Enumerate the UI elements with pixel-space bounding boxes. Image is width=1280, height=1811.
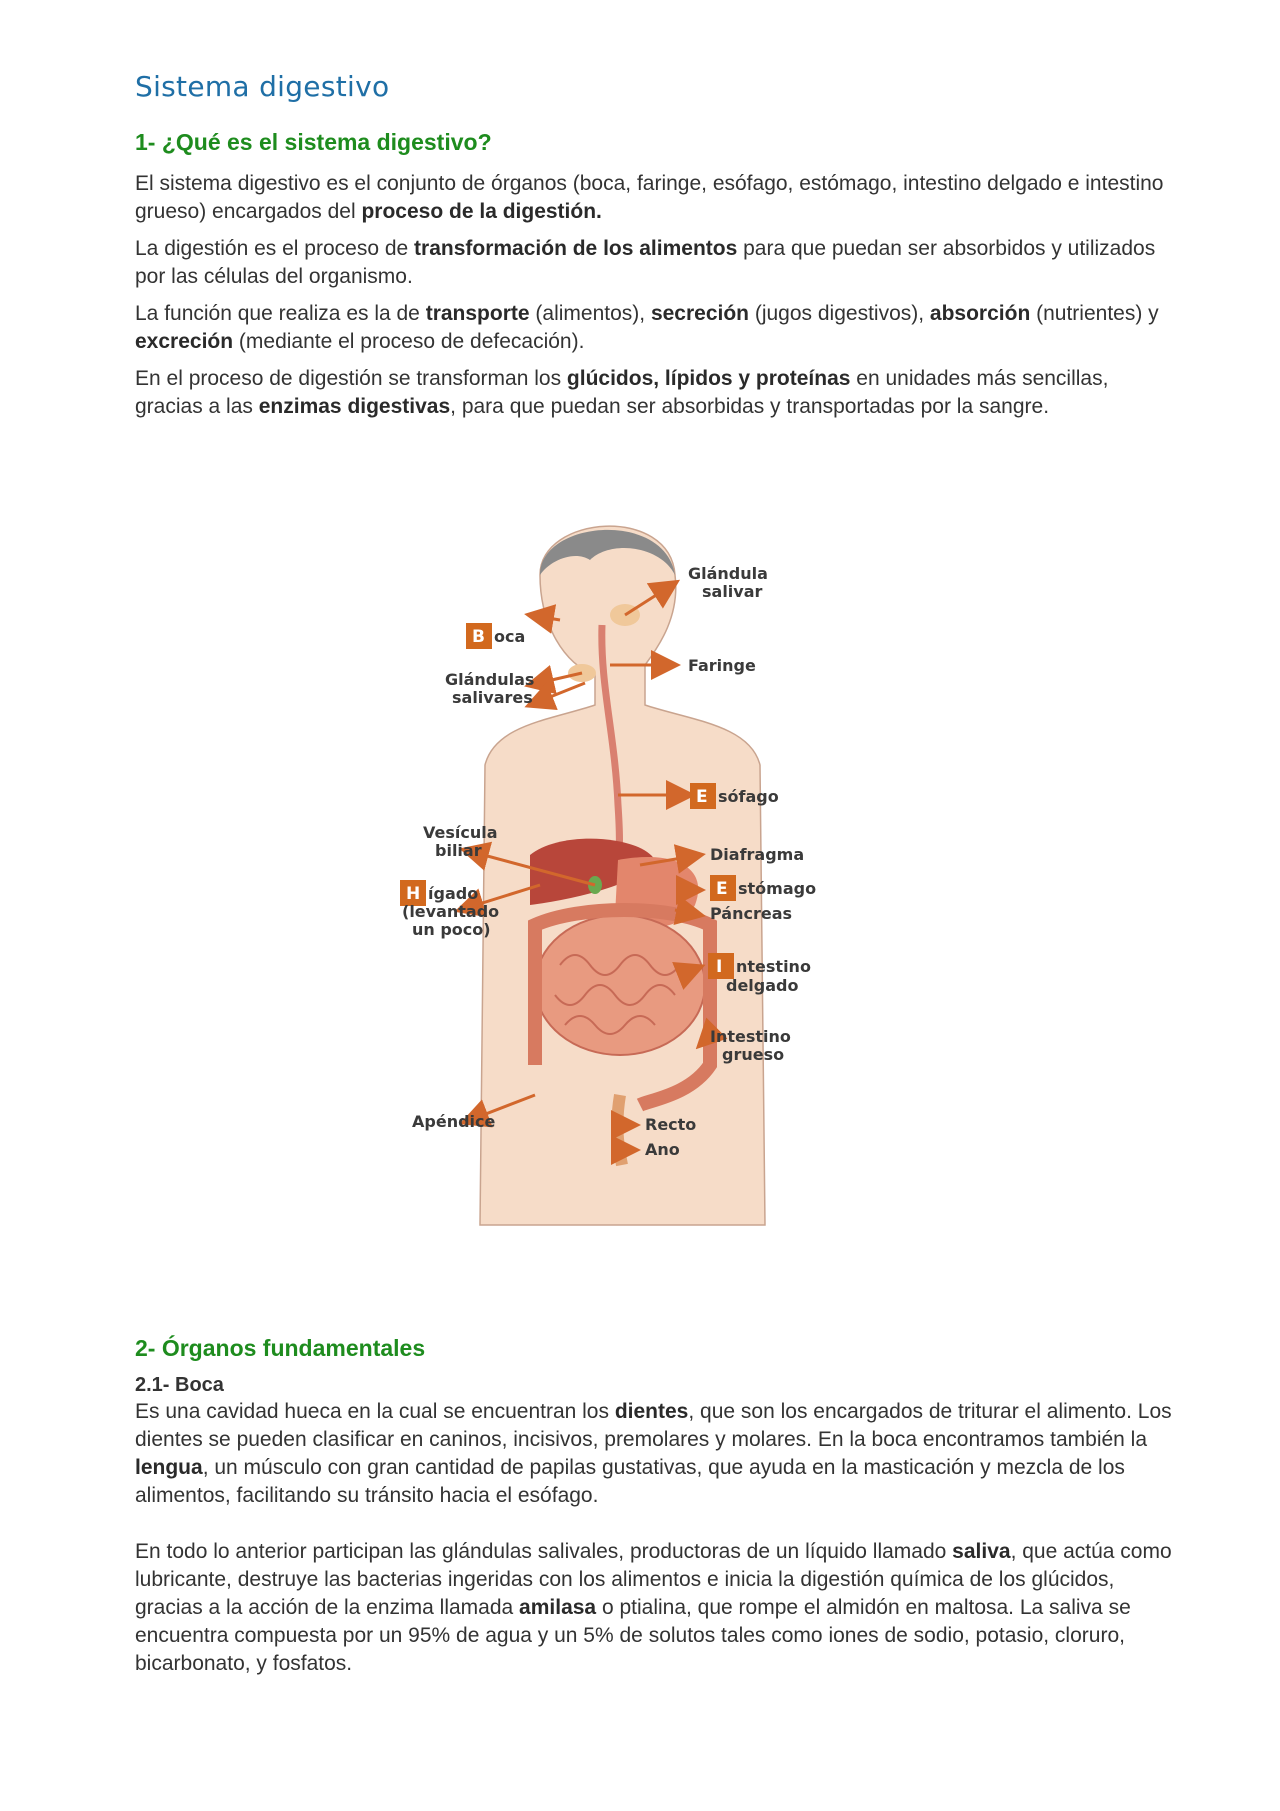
label-glandula-salivar-2: salivar <box>702 582 763 601</box>
text-run: , que son los encargados de triturar el alimento. Los dientes se pueden clasificar en caninos, incisivos, premolares y molares. En la boca encontramos también la <box>135 1400 1172 1451</box>
esofago-tag-letter: E <box>696 787 708 807</box>
section1-paragraph-2 <box>135 235 1175 291</box>
section2-paragraph-2 <box>135 1538 1175 1678</box>
intestino-tag-letter: I <box>716 957 723 977</box>
label-glandulas-salivares-1: Glándulas <box>445 670 535 689</box>
label-ano: Ano <box>645 1140 680 1159</box>
page-title: Sistema digestivo <box>135 70 390 103</box>
text-run: (alimentos), <box>529 302 651 325</box>
label-recto: Recto <box>645 1115 697 1134</box>
text-run: La función que realiza es la de <box>135 302 426 325</box>
higado-tag-letter: H <box>406 884 421 904</box>
estomago-tag-letter: E <box>716 879 728 899</box>
label-boca: oca <box>494 627 526 646</box>
bold-term: transformación de los alimentos <box>414 237 738 260</box>
bold-term: glúcidos, lípidos y proteínas <box>566 367 851 390</box>
text-run: La digestión es el proceso de <box>135 237 415 260</box>
bold-term: proceso de la digestión. <box>361 200 602 223</box>
section2-heading: 2- Órganos fundamentales <box>135 1335 426 1361</box>
section1-paragraph-3 <box>135 300 1175 356</box>
bold-term: transporte <box>425 302 530 325</box>
rectum <box>617 1095 622 1165</box>
label-pancreas: Páncreas <box>710 904 793 923</box>
section1-paragraph-1 <box>135 170 1175 226</box>
boca-tag-letter: B <box>472 627 485 647</box>
section1-heading: 1- ¿Qué es el sistema digestivo? <box>135 129 492 155</box>
text-run: , que actúa como lubricante, destruye las bacterias ingeridas con los alimentos e inicia la digestión química de los glúcidos, gracias a la acción de la enzima llamada <box>135 1540 1172 1619</box>
label-vesicula-2: biliar <box>435 841 482 860</box>
text-run: en unidades más sencillas, gracias a las <box>135 367 1109 418</box>
bold-term: enzimas digestivas <box>258 395 451 418</box>
bold-term: dientes <box>614 1400 689 1423</box>
bold-term: secreción <box>650 302 749 325</box>
label-higado-2: (levantado <box>402 902 500 921</box>
small-intestine <box>535 915 705 1055</box>
text-run: , un músculo con gran cantidad de papilas gustativas, que ayuda en la masticación y mezcla de los alimentos, facilitando su tránsito hacia el esófago. <box>135 1456 1125 1507</box>
label-esofago: sófago <box>718 787 779 806</box>
label-estomago: stómago <box>738 879 817 898</box>
bold-term: lengua <box>135 1456 203 1479</box>
bold-term: excreción <box>135 330 234 353</box>
document-page <box>135 70 1175 430</box>
text-run: En todo lo anterior participan las glándulas salivales, productoras de un líquido llamado <box>135 1540 953 1563</box>
label-intestino-grueso-1: Intestino <box>710 1027 791 1046</box>
label-glandulas-salivares-2: salivares <box>452 688 533 707</box>
label-intestino-delgado-1: ntestino <box>736 957 811 976</box>
text-run: , para que puedan ser absorbidas y transportadas por la sangre. <box>450 395 1050 418</box>
label-faringe: Faringe <box>688 656 756 675</box>
text-run: El sistema digestivo es el conjunto de órganos (boca, faringe, esófago, estómago, intestino delgado e intestino grueso) encargados del <box>135 172 1164 223</box>
section2-paragraph-1 <box>135 1398 1175 1510</box>
label-glandula-salivar-1: Glándula <box>688 564 768 583</box>
bold-term: amilasa <box>519 1596 597 1619</box>
text-run: (mediante el proceso de defecación). <box>233 330 585 353</box>
label-apendice: Apéndice <box>412 1112 496 1131</box>
label-intestino-grueso-2: grueso <box>722 1045 785 1064</box>
text-run: En el proceso de digestión se transforman los <box>135 367 567 390</box>
bold-term: absorción <box>929 302 1031 325</box>
label-higado-3: un poco) <box>412 920 491 939</box>
text-run: (jugos digestivos), <box>749 302 930 325</box>
bold-term: saliva <box>952 1540 1011 1563</box>
label-higado: ígado <box>428 884 479 903</box>
text-run: para que puedan ser absorbidos y utilizados por las células del organismo. <box>135 237 1156 288</box>
label-vesicula-1: Vesícula <box>423 823 498 842</box>
text-run: o ptialina, que rompe el almidón en maltosa. La saliva se encuentra compuesta por un 95% de agua y un 5% de solutos tales como iones de sodio, potasio, cloruro, bicarbonato, y fosfatos. <box>135 1596 1131 1675</box>
label-diafragma: Diafragma <box>710 845 805 864</box>
section-2 <box>135 1335 1175 1687</box>
text-run: Es una cavidad hueca en la cual se encuentran los <box>135 1400 615 1423</box>
section2-subheading: 2.1- Boca <box>135 1374 224 1396</box>
text-run: (nutrientes) y <box>1030 302 1159 325</box>
label-intestino-delgado-2: delgado <box>726 976 799 995</box>
section1-paragraph-4 <box>135 365 1175 421</box>
digestive-system-illustration <box>390 505 930 1235</box>
digestive-system-figure <box>390 505 930 1235</box>
